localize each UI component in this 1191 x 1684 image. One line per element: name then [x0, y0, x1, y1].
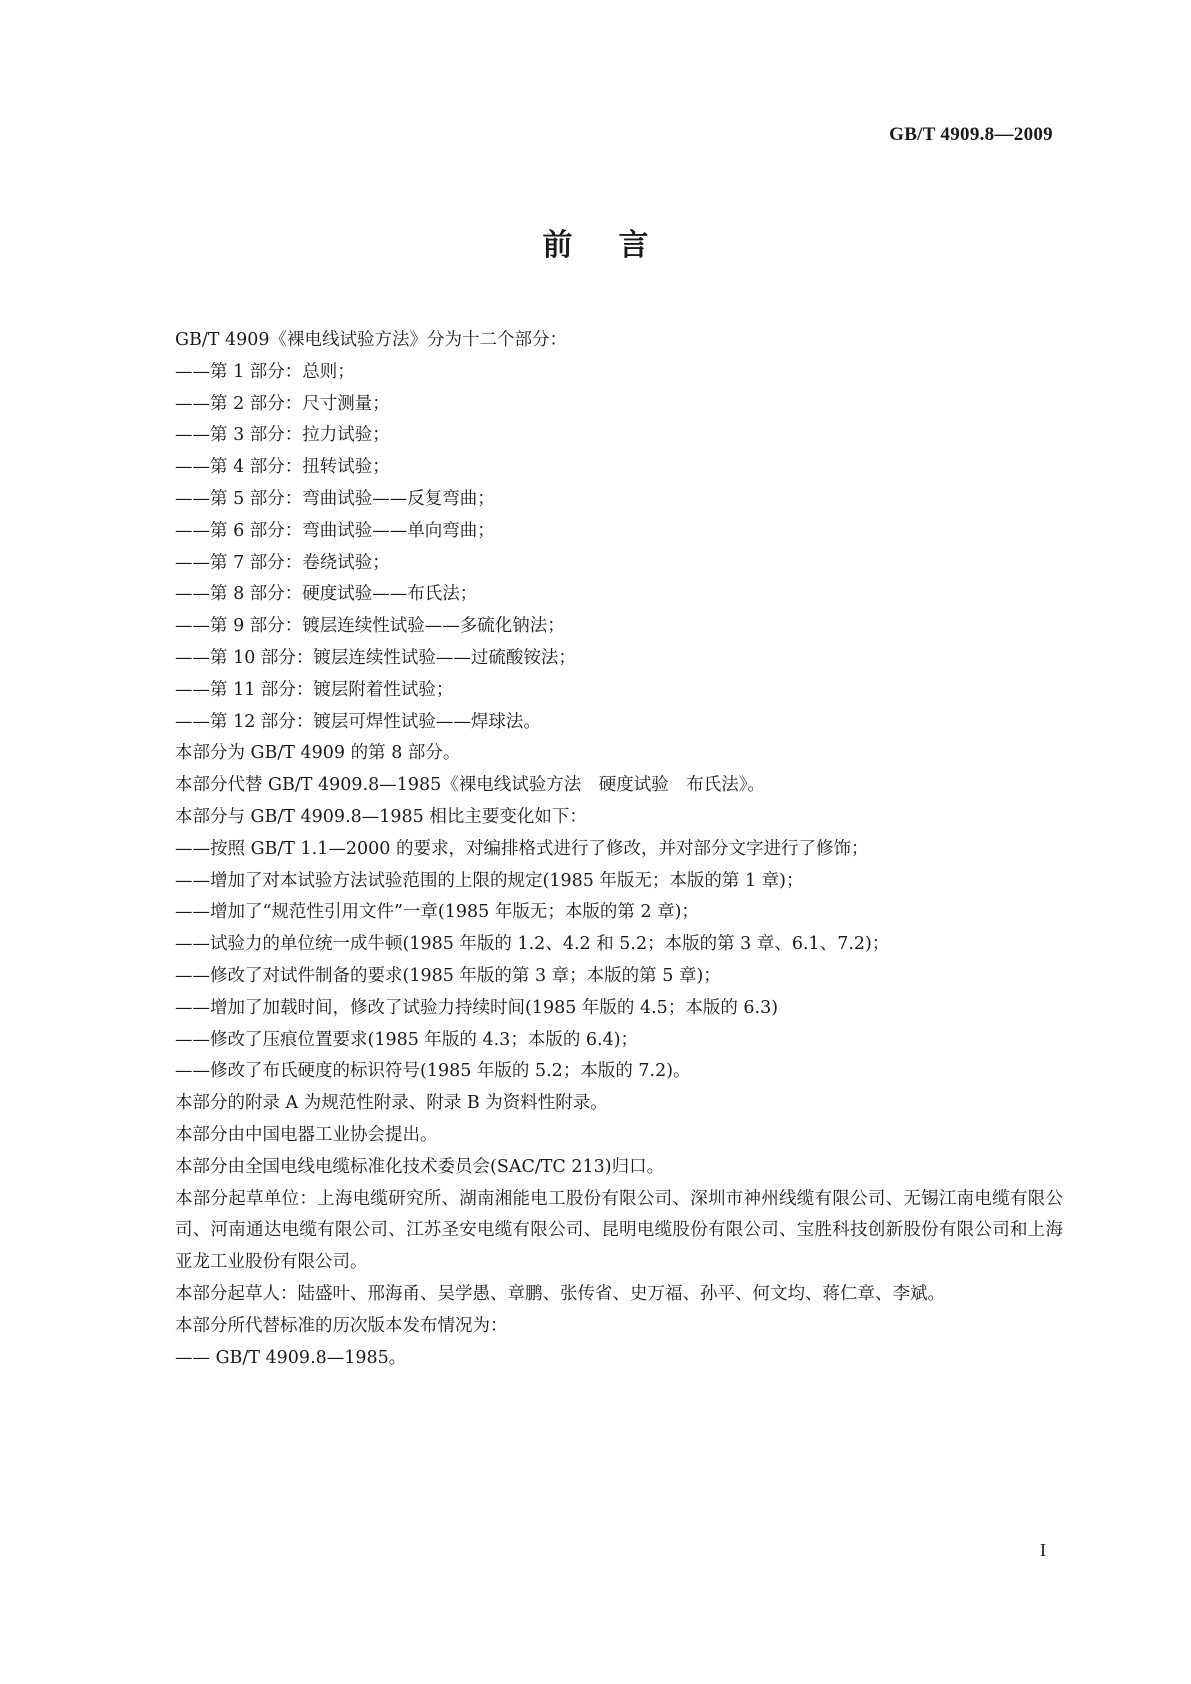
- part-item: ——第 6 部分：弯曲试验——单向弯曲；: [175, 520, 495, 541]
- this-part-paragraph: 本部分为 GB/T 4909 的第 8 部分。: [175, 743, 461, 764]
- history-intro-paragraph: 本部分所代替标准的历次版本发布情况为：: [175, 1315, 508, 1336]
- change-item: ——增加了加载时间，修改了试验力持续时间(1985 年版的 4.5；本版的 6.3): [175, 997, 779, 1018]
- change-item: ——增加了“规范性引用文件”一章(1985 年版无；本版的第 2 章)；: [175, 902, 699, 923]
- part-item: ——第 11 部分：镀层附着性试验；: [175, 679, 454, 700]
- centralized-by-paragraph: 本部分由全国电线电缆标准化技术委员会(SAC/TC 213)归口。: [175, 1156, 665, 1177]
- part-item: ——第 9 部分：镀层连续性试验——多硫化钠法；: [175, 616, 565, 637]
- replaces-paragraph: 本部分代替 GB/T 4909.8—1985《裸电线试验方法 硬度试验 布氏法》。: [175, 775, 766, 796]
- page-number: I: [1040, 1540, 1046, 1560]
- part-item: ——第 3 部分：拉力试验；: [175, 425, 390, 446]
- proposed-by-paragraph: 本部分由中国电器工业协会提出。: [175, 1124, 438, 1145]
- drafting-units-paragraph: 本部分起草单位：上海电缆研究所、湖南湘能电工股份有限公司、深圳市神州线缆有限公司、无锡江南电缆有限公司、河南通达电缆有限公司、江苏圣安电缆有限公司、昆明电缆股份有限公司、宝胜科技创新股份有限公司和上海亚龙工业股份有限公司。: [175, 1188, 1063, 1273]
- change-item: ——修改了布氏硬度的标识符号(1985 年版的 5.2；本版的 7.2)。: [175, 1061, 691, 1082]
- annex-paragraph: 本部分的附录 A 为规范性附录、附录 B 为资料性附录。: [175, 1093, 608, 1114]
- history-item: —— GB/T 4909.8—1985。: [175, 1347, 407, 1368]
- standard-code: GB/T 4909.8—2009: [889, 124, 1053, 145]
- change-item: ——试验力的单位统一成牛顿(1985 年版的 1.2、4.2 和 5.2；本版的第 3 章、6.1、7.2)；: [175, 934, 890, 955]
- change-item: ——增加了对本试验方法试验范围的上限的规定(1985 年版无；本版的第 1 章)；: [175, 870, 804, 891]
- part-item: ——第 8 部分：硬度试验——布氏法；: [175, 584, 478, 605]
- change-item: ——按照 GB/T 1.1—2000 的要求，对编排格式进行了修改，并对部分文字进行了修饰；: [175, 838, 869, 859]
- part-item: ——第 2 部分：尺寸测量；: [175, 393, 390, 414]
- page-title: 前言: [542, 228, 695, 263]
- part-item: ——第 1 部分：总则；: [175, 361, 355, 382]
- change-item: ——修改了压痕位置要求(1985 年版的 4.3；本版的 6.4)；: [175, 1029, 639, 1050]
- part-item: ——第 4 部分：扭转试验；: [175, 457, 390, 478]
- intro-paragraph: GB/T 4909《裸电线试验方法》分为十二个部分：: [175, 330, 568, 350]
- foreword-body: [175, 325, 1063, 1374]
- part-item: ——第 10 部分：镀层连续性试验——过硫酸铵法；: [175, 647, 576, 668]
- part-item: ——第 5 部分：弯曲试验——反复弯曲；: [175, 488, 495, 509]
- part-item: ——第 7 部分：卷绕试验；: [175, 552, 390, 573]
- drafters-paragraph: 本部分起草人：陆盛叶、邢海甬、吴学愚、章鹏、张传省、史万福、孙平、何文均、蒋仁章、李斌。: [175, 1283, 945, 1304]
- changes-intro-paragraph: 本部分与 GB/T 4909.8—1985 相比主要变化如下：: [175, 806, 587, 827]
- part-item: ——第 12 部分：镀层可焊性试验——焊球法。: [175, 711, 541, 732]
- change-item: ——修改了对试件制备的要求(1985 年版的第 3 章；本版的第 5 章)；: [175, 965, 721, 986]
